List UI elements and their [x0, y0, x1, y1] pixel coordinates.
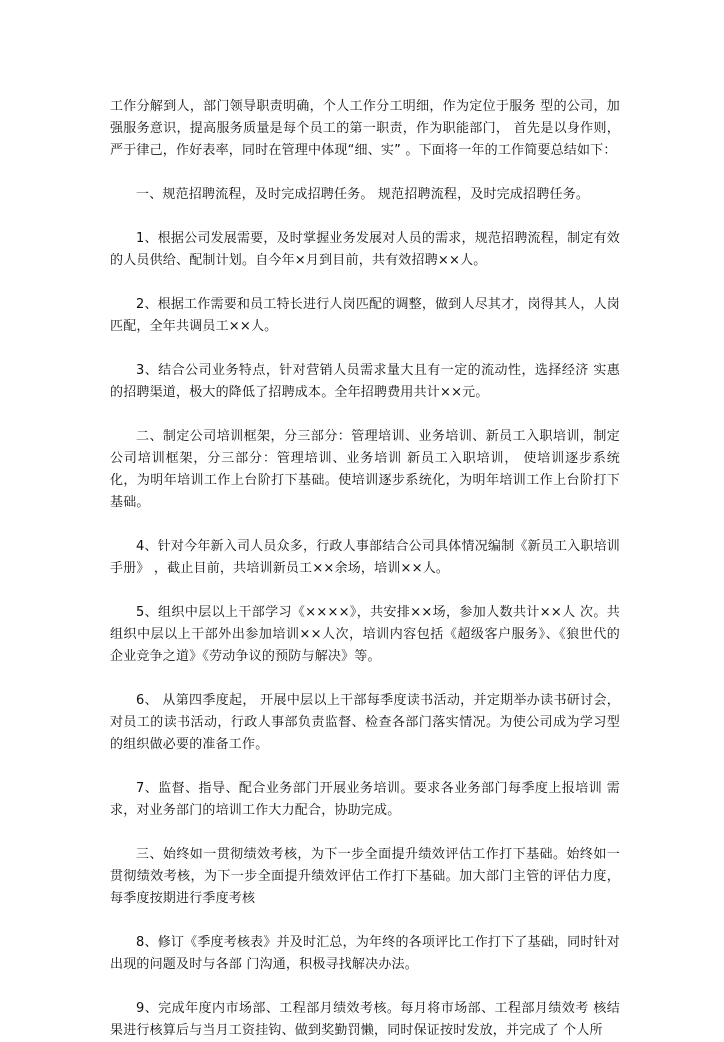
section-heading-recruitment: 一、规范招聘流程，及时完成招聘任务。 规范招聘流程，及时完成招聘任务。 [136, 187, 590, 202]
paragraph-item-3: 3、结合公司业务特点，针对营销人员需求量大且有一定的流动性，选择经济 实惠的招聘渠道，极大的降低了招聘成本。全年招聘费用共计××元。 [110, 363, 620, 400]
paragraph-item-5: 5、组织中层以上干部学习《××××》，共安排××场，参加人数共计××人 次。共组织中层以上干部外出参加培训××人次，培训内容包括《超级客户服务》、《狼世代的企业竞争之道》《劳动争议的预防与解决》等。 [110, 605, 620, 664]
section-heading-training: 二、制定公司培训框架，分三部分：管理培训、业务培训、新员工入职培训，制定公司培训框架，分三部分：管理培训、业务培训 新员工入职培训， 使培训逐步系统化，为明年培训工作上台阶打下基础。使培训逐步系统化，为明年培训工作上台阶打下基础。 [110, 429, 620, 510]
paragraph-item-1: 1、根据公司发展需要，及时掌握业务发展对人员的需求，规范招聘流程，制定有效的人员供给、配制计划。自今年×月到目前，共有效招聘××人。 [110, 231, 620, 268]
intro-paragraph: 工作分解到人，部门领导职责明确，个人工作分工明细，作为定位于服务 型的公司，加强服务意识，提高服务质量是每个员工的第一职责，作为职能部门， 首先是以身作则，严于律己，作好表率，同时在管理中体现“细、实” 。下面将一年的工作简要总结如下： [110, 99, 620, 158]
paragraph-item-7: 7、监督、指导、配合业务部门开展业务培训。要求各业务部门每季度上报培训 需求，对业务部门的培训工作大力配合，协助完成。 [110, 781, 620, 818]
section-heading-performance: 三、始终如一贯彻绩效考核，为下一步全面提升绩效评估工作打下基础。始终如一贯彻绩效考核，为下一步全面提升绩效评估工作打下基础。加大部门主管的评估力度，每季度按期进行季度考核 [110, 847, 620, 906]
paragraph-item-9: 9、完成年度内市场部、工程部月绩效考核。每月将市场部、工程部月绩效考 核结果进行核算后与当月工资挂钩、做到奖勤罚懒，同时保证按时发放，并完成了 个人所 [110, 1001, 620, 1038]
paragraph-item-6: 6、 从第四季度起， 开展中层以上干部每季度读书活动，并定期举办读书研讨会，对员工的读书活动，行政人事部负责监督、检查各部门落实情况。为使公司成为学习型的组织做必要的准备工作。 [110, 693, 620, 752]
paragraph-item-8: 8、修订《季度考核表》并及时汇总，为年终的各项评比工作打下了基础，同时针对出现的问题及时与各部 门沟通，积极寻找解决办法。 [110, 935, 620, 972]
paragraph-item-4: 4、针对今年新入司人员众多，行政人事部结合公司具体情况编制《新员工入职培训手册》 ，截止目前，共培训新员工××余场，培训××人。 [110, 539, 620, 576]
paragraph-item-2: 2、根据工作需要和员工特长进行人岗匹配的调整，做到人尽其才，岗得其人，人岗匹配，全年共调员工××人。 [110, 297, 620, 334]
